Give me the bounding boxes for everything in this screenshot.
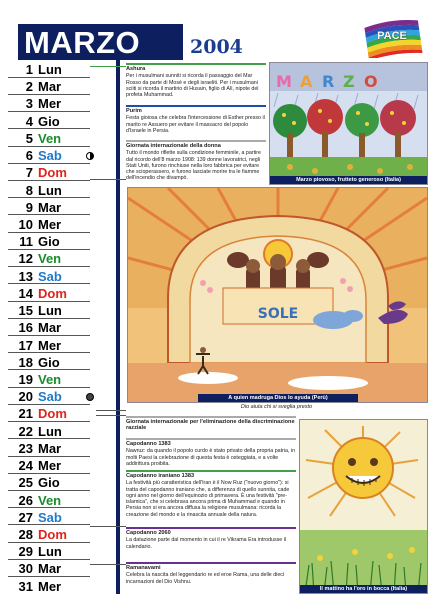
connector-line [90,526,126,527]
pace-flag-label: PACE [377,30,407,42]
note-giornata-donna [126,143,266,182]
note-title: Capodanno 1383 [126,441,171,447]
day-name: Ven [38,130,62,146]
note-text: Celebra la nascita del leggendario re ed eroe Rama, una delle dieci incarnazioni del Dio Vishnu. [126,572,285,585]
orchard-illustration [270,63,427,184]
note-title: Ashura [126,66,146,72]
day-name: Ven [38,492,62,508]
day-name: Sab [38,509,62,525]
note-color-bar [126,416,296,418]
svg-text:M: M [276,72,292,91]
note-color-bar [126,438,296,440]
note-purim [126,108,266,134]
note-title: Giornata internazionale per l'eliminazione della discriminazione razziale [126,419,295,432]
day-number: 6 [25,148,33,164]
note-color-bar [126,562,296,564]
day-name: Dom [38,285,67,301]
day-name: Mar [38,440,62,456]
day-name: Mar [38,561,62,577]
day-name: Lun [38,544,62,560]
connector-line [96,415,126,416]
golden-morning-drawing [299,419,428,594]
note-capodanno-iraniano [126,473,296,518]
day-number: 15 [18,303,33,319]
moon-full-icon [86,393,94,401]
day-number: 18 [18,354,33,370]
day-name: Gio [38,475,60,491]
day-number: 22 [18,423,33,439]
svg-text:R: R [322,72,335,91]
day-number: 4 [25,113,33,129]
day-number: 11 [19,234,33,250]
note-text: La festività più caratteristica dell'Iran è il Now Ruz ("nuovo giorno"): si tratta del capodanno iraniano che, a differenza di quello sunnita, cade ogni anno nel giorno dell'equinozio di primavera. È una festività "pre-islamica", che si celebrava ancora prima di Muhammad e quando in Persia non si era ancora diffusa la religione musulmana: ricorda la creazione del mondo e la rinascita annuale della natura. [126,480,290,518]
day-name: Mer [38,337,62,353]
note-title: Giornata internazionale della donna [126,143,221,149]
day-name: Mer [38,458,62,474]
day-number: 3 [25,96,33,112]
note-color-bar [126,470,296,472]
day-name: Sab [38,148,62,164]
note-capodanno-2060 [126,530,296,550]
day-number: 25 [18,475,33,491]
note-title: Capodanno iraniano 1383 [126,473,195,479]
note-text: Per i musulmani sunniti si ricorda il passaggio del Mar Rosso da parte di Mosè e degli israeliti. Per i musulmani sciiti si ricorda il martirio di Husain, figlio di Alì, nipote del profeta Muhammad. [126,73,259,99]
note-text: Festa gioiosa che celebra l'intercessione di Esther presso il marito re Assuero per evitare il massacro del popolo d'Israele in Persia. [126,115,265,134]
connector-line [96,410,126,411]
connector-line [90,66,126,67]
note-discriminazione-razziale [126,419,296,433]
day-number: 27 [18,509,33,525]
svg-text:A: A [300,72,313,91]
note-color-bar [126,527,296,529]
sun-sign: SOLE [257,306,299,322]
note-capodanno-1383 [126,441,296,467]
day-name: Dom [38,165,67,181]
day-name: Gio [38,354,60,370]
note-title: Capodanno 2060 [126,530,171,536]
day-name: Ven [38,251,62,267]
moon-first-quarter-icon [86,152,94,160]
day-name: Mer [38,578,62,594]
day-number: 14 [18,285,33,301]
note-color-bar [126,63,266,65]
note-ashura [126,66,266,98]
day-name: Lun [38,423,62,439]
svg-text:O: O [364,72,378,91]
day-number: 21 [18,406,33,422]
day-name: Lun [38,182,62,198]
day-name: Mar [38,320,62,336]
picture-caption: Il mattino ha l'oro in bocca (Italia) [300,585,427,593]
day-number: 7 [25,165,33,181]
note-text: Nawruz: da quando il popolo curdo è stato privato della propria patria, in molti Paesi la celebrazione di questa festa è osteggiata, e a volte addirittura proibita. [126,448,296,467]
day-number: 23 [18,440,33,456]
day-number: 24 [18,458,33,474]
day-number: 8 [25,182,33,198]
day-name: Mer [38,216,62,232]
day-name: Lun [38,62,62,77]
connector-line [90,179,126,180]
day-name: Mar [38,199,62,215]
day-name: Gio [38,234,60,250]
picture-subcaption: Dio aiuta chi si sveglia presto [240,404,313,410]
day-number: 28 [18,526,33,542]
note-text: La datazione parte dal momento in cui il re Vikrama Era introdusse il calendario. [126,537,287,550]
day-list-bar [116,60,120,594]
day-number: 1 [25,62,33,77]
day-row [0,577,120,596]
note-title: Purim [126,108,142,114]
day-name: Mer [38,96,62,112]
day-number: 10 [18,216,33,232]
day-number: 13 [18,268,33,284]
month-title: MARZO [24,25,141,60]
note-color-bar [126,140,266,142]
day-name: Gio [38,113,60,129]
day-name: Lun [38,303,62,319]
day-number: 2 [25,79,33,95]
day-name: Dom [38,406,67,422]
day-number: 31 [18,578,33,594]
day-number: 5 [25,130,33,146]
day-name: Ven [38,371,62,387]
day-number: 9 [25,199,33,215]
note-text: Tutto il mondo riflette sulla condizione femminile, a partire dal ricordo dell'8 marzo 1908: 139 donne lavoratrici, negli Stati Uniti, furono rinchiuse nella loro fabbrica per evitare che scioperassero, e furono lasciate morire tra le fiamme dell'incendio che divampò. [126,150,261,182]
day-number: 12 [18,251,33,267]
picture-caption: A quien madruga Dios lo ayuda (Perù) [198,394,358,402]
day-number: 20 [18,389,33,405]
day-number: 30 [18,561,33,577]
note-title: Ramanavami [126,565,161,571]
day-name: Sab [38,268,62,284]
connector-line [90,564,126,565]
sunrise-illustration [128,188,427,402]
year-title: 2004 [190,36,243,58]
orchard-drawing [269,62,428,185]
sun-illustration [300,420,427,593]
day-number: 16 [18,320,33,336]
picture-caption: Marzo piovoso, frutteto generoso (Italia) [270,176,427,184]
day-number: 29 [18,544,33,560]
day-name: Sab [38,389,62,405]
svg-text:Z: Z [343,72,355,91]
day-name: Dom [38,526,67,542]
day-name: Mar [38,79,62,95]
day-number: 17 [18,337,33,353]
sunrise-drawing [127,187,428,403]
note-ramanavami [126,565,296,585]
day-number: 19 [18,371,33,387]
note-color-bar [126,105,266,107]
day-number: 26 [18,492,33,508]
